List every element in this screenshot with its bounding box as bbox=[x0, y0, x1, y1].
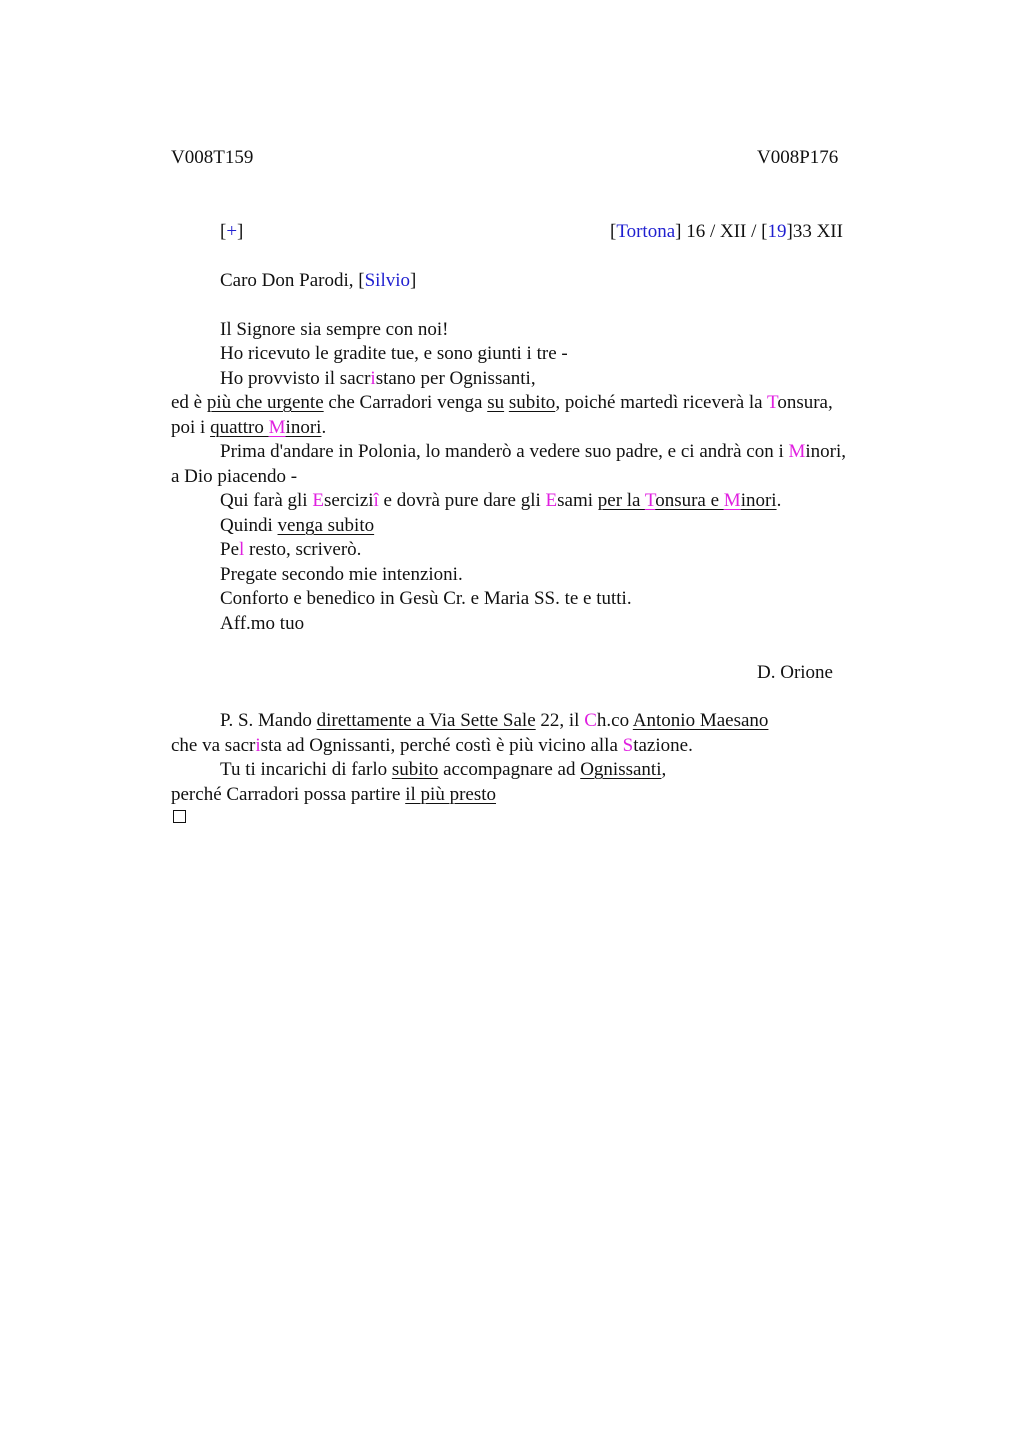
end-of-text-box-icon bbox=[173, 810, 186, 823]
cross-mark: [+] bbox=[220, 221, 244, 242]
ps-line-2: che va sacrista ad Ognissanti, perché costì è più vicino alla Stazione. bbox=[171, 735, 693, 756]
closing: Aff.mo tuo bbox=[220, 613, 305, 634]
ps-line-3: Tu ti incarichi di farlo subito accompagnare ad Ognissanti, bbox=[220, 759, 667, 780]
body-line-1: Il Signore sia sempre con noi! bbox=[220, 319, 449, 340]
cross-symbol: + bbox=[226, 221, 238, 242]
right-code: V008P176 bbox=[757, 147, 839, 168]
salutation: Caro Don Parodi, [Silvio] bbox=[220, 270, 417, 291]
dateline: [Tortona] 16 / XII / [19]33 XII bbox=[610, 221, 843, 242]
body-line-4: ed è più che urgente che Carradori venga su subito, poiché martedì riceverà la Tonsura, bbox=[171, 392, 833, 413]
body-line-2: Ho ricevuto le gradite tue, e sono giunti i tre - bbox=[220, 343, 568, 364]
year-prefix: 19 bbox=[767, 221, 787, 242]
body-line-6: Prima d'andare in Polonia, lo manderò a vedere suo padre, e ci andrà con i Minori, bbox=[220, 441, 847, 462]
body-line-11: Pregate secondo mie intenzioni. bbox=[220, 564, 463, 585]
body-line-9: Quindi venga subito bbox=[220, 515, 375, 536]
body-line-3: Ho provvisto il sacristano per Ognissanti, bbox=[220, 368, 536, 389]
signature: D. Orione bbox=[757, 662, 833, 683]
ps-line-1: P. S. Mando direttamente a Via Sette Sale 22, il Ch.co Antonio Maesano bbox=[220, 710, 769, 731]
body-line-7: a Dio piacendo - bbox=[171, 466, 298, 487]
left-code: V008T159 bbox=[171, 147, 254, 168]
body-line-8: Qui farà gli Eserciziî e dovrà pure dare gli Esami per la Tonsura e Minori. bbox=[220, 490, 782, 511]
body-line-5: poi i quattro Minori. bbox=[171, 417, 327, 438]
body-line-12: Conforto e benedico in Gesù Cr. e Maria SS. te e tutti. bbox=[220, 588, 632, 609]
place-name: Tortona bbox=[616, 221, 676, 242]
recipient-name: Silvio bbox=[364, 270, 410, 291]
body-line-10: Pel resto, scriverò. bbox=[220, 539, 362, 560]
ps-line-4: perché Carradori possa partire il più presto bbox=[171, 784, 497, 805]
